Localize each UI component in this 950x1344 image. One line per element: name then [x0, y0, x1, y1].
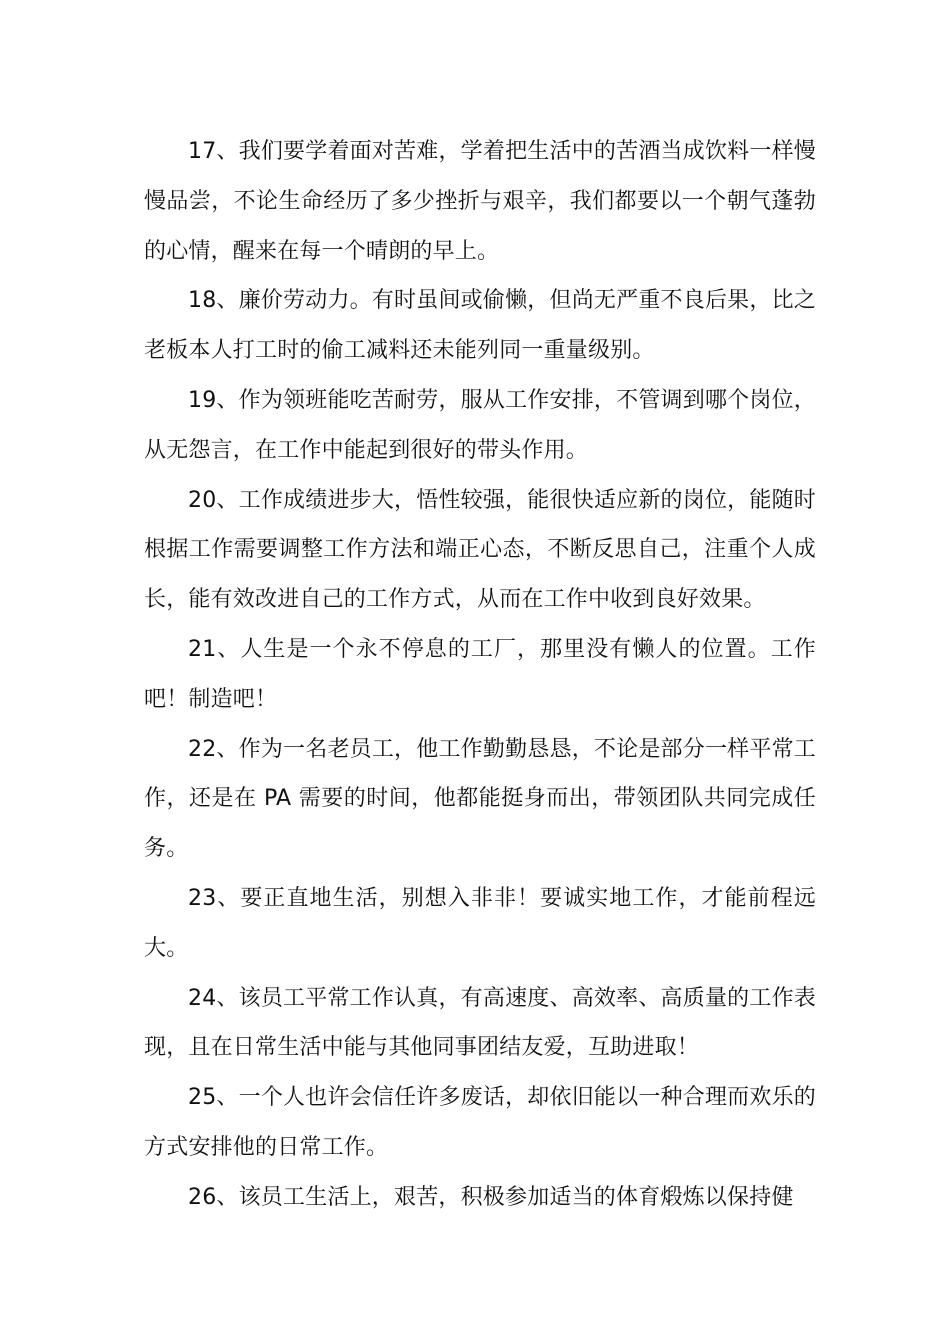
paragraph-17: 17、我们要学着面对苦难，学着把生活中的苦酒当成饮料一样慢慢品尝，不论生命经历了多少挫折与艰辛，我们都要以一个朝气蓬勃的心情，醒来在每一个晴朗的早上。	[144, 139, 816, 264]
paragraph-21: 21、人生是一个永不停息的工厂，那里没有懒人的位置。工作吧！制造吧！	[144, 636, 816, 712]
paragraph-22: 22、作为一名老员工，他工作勤勤恳恳，不论是部分一样平常工作，还是在 PA 需要的时间，他都能挺身而出，带领团队共同完成任务。	[144, 736, 816, 862]
paragraph-25: 25、一个人也许会信任许多废话，却依旧能以一种合理而欢乐的方式安排他的日常工作。	[144, 1085, 816, 1160]
paragraph-23: 23、要正直地生活，别想入非非！要诚实地工作，才能前程远大。	[144, 885, 816, 961]
paragraph-19: 19、作为领班能吃苦耐劳，服从工作安排，不管调到哪个岗位，从无怨言，在工作中能起到很好的带头作用。	[144, 387, 816, 463]
document-body	[144, 127, 816, 1223]
paragraph-26: 26、该员工生活上，艰苦，积极参加适当的体育煅炼以保持健	[188, 1184, 794, 1210]
paragraph-20: 20、工作成绩进步大，悟性较强，能很快适应新的岗位，能随时根据工作需要调整工作方法和端正心态，不断反思自己，注重个人成长，能有效改进自己的工作方式，从而在工作中收到良好效果。	[144, 487, 816, 613]
paragraph-18: 18、廉价劳动力。有时虽间或偷懒，但尚无严重不良后果，比之老板本人打工时的偷工减料还未能列同一重量级别。	[144, 288, 816, 364]
paragraph-24: 24、该员工平常工作认真，有高速度、高效率、高质量的工作表现，且在日常生活中能与其他同事团结友爱，互助进取！	[144, 985, 816, 1061]
